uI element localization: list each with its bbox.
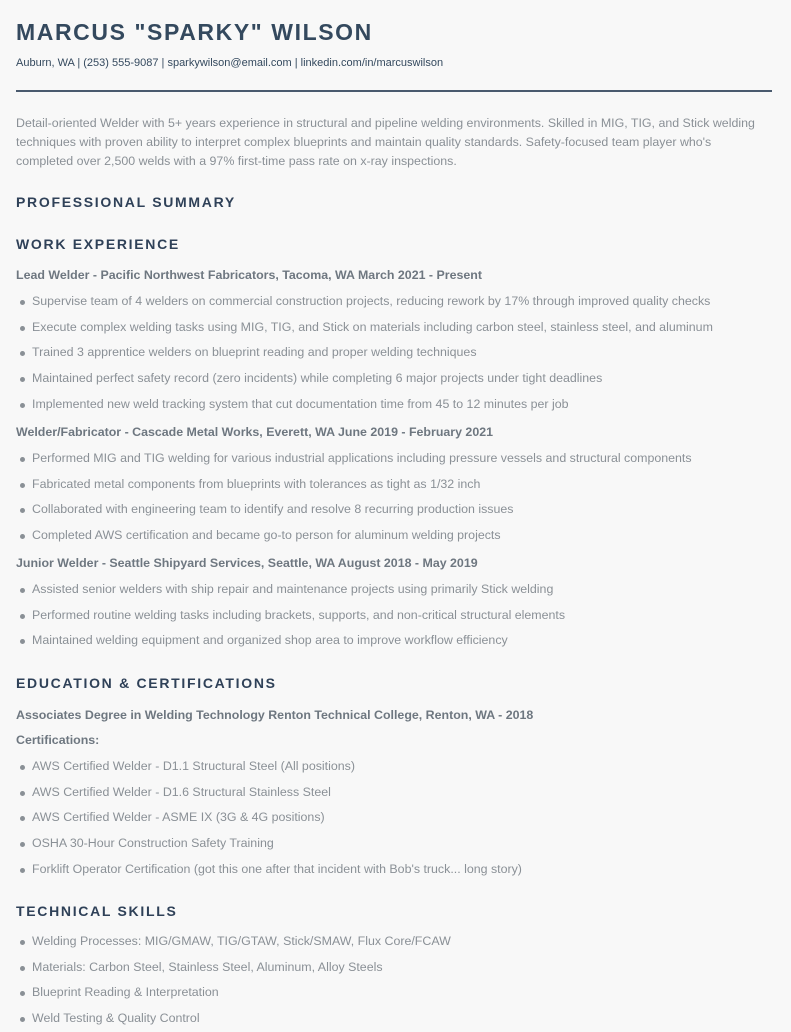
- job-title: Lead Welder - Pacific Northwest Fabricators, Tacoma, WA March 2021 - Present: [16, 268, 482, 282]
- job-title: Welder/Fabricator - Cascade Metal Works, Everett, WA June 2019 - February 2021: [16, 425, 493, 439]
- list-item: Welding Processes: MIG/GMAW, TIG/GTAW, Stick/SMAW, Flux Core/FCAW: [16, 929, 776, 955]
- job-bullets: [16, 289, 776, 418]
- certification-list: [16, 754, 776, 883]
- intro-paragraph: Detail-oriented Welder with 5+ years experience in structural and pipeline welding environments. Skilled in MIG, TIG, and Stick welding techniques with proven ability to interpret complex blueprints and maintain quality standards. Safety-focused team player who's completed over 2,500 welds with a 97% first-time pass rate on x-ray inspections.: [16, 116, 755, 169]
- list-item: AWS Certified Welder - D1.1 Structural Steel (All positions): [16, 754, 776, 780]
- list-item: Maintained perfect safety record (zero incidents) while completing 6 major projects under tight deadlines: [16, 366, 776, 392]
- list-item: Performed routine welding tasks including brackets, supports, and non-critical structural elements: [16, 603, 776, 629]
- section-title-education: EDUCATION & CERTIFICATIONS: [16, 675, 277, 691]
- list-item: Weld Testing & Quality Control: [16, 1006, 776, 1032]
- candidate-name: MARCUS "SPARKY" WILSON: [16, 19, 373, 45]
- list-item: Supervise team of 4 welders on commercial construction projects, reducing rework by 17% through improved quality checks: [16, 289, 776, 315]
- list-item: AWS Certified Welder - ASME IX (3G & 4G positions): [16, 805, 776, 831]
- list-item: Fabricated metal components from blueprints with tolerances as tight as 1/32 inch: [16, 472, 776, 498]
- job-bullets: [16, 577, 776, 654]
- list-item: AWS Certified Welder - D1.6 Structural Stainless Steel: [16, 780, 776, 806]
- certifications-heading: Certifications:: [16, 733, 100, 747]
- skills-list: [16, 929, 776, 1032]
- job-title: Junior Welder - Seattle Shipyard Services, Seattle, WA August 2018 - May 2019: [16, 556, 478, 570]
- list-item: Forklift Operator Certification (got this one after that incident with Bob's truck... long story): [16, 857, 776, 883]
- list-item: Implemented new weld tracking system that cut documentation time from 45 to 12 minutes per job: [16, 392, 776, 418]
- list-item: Collaborated with engineering team to identify and resolve 8 recurring production issues: [16, 497, 776, 523]
- list-item: Completed AWS certification and became go-to person for aluminum welding projects: [16, 523, 776, 549]
- list-item: Performed MIG and TIG welding for various industrial applications including pressure vessels and structural components: [16, 446, 776, 472]
- contact-info: Auburn, WA | (253) 555-9087 | sparkywilson@email.com | linkedin.com/in/marcuswilson: [16, 57, 444, 69]
- job-bullets: [16, 446, 776, 549]
- list-item: Trained 3 apprentice welders on blueprint reading and proper welding techniques: [16, 340, 776, 366]
- degree-line: Associates Degree in Welding Technology Renton Technical College, Renton, WA - 2018: [16, 708, 534, 722]
- section-title-technical-skills: TECHNICAL SKILLS: [16, 903, 178, 919]
- header-divider: [16, 90, 772, 92]
- list-item: OSHA 30-Hour Construction Safety Training: [16, 831, 776, 857]
- list-item: Blueprint Reading & Interpretation: [16, 980, 776, 1006]
- list-item: Execute complex welding tasks using MIG, TIG, and Stick on materials including carbon steel, stainless steel, and aluminum: [16, 315, 776, 341]
- section-title-work-experience: WORK EXPERIENCE: [16, 236, 180, 252]
- list-item: Assisted senior welders with ship repair and maintenance projects using primarily Stick welding: [16, 577, 776, 603]
- list-item: Materials: Carbon Steel, Stainless Steel, Aluminum, Alloy Steels: [16, 955, 776, 981]
- list-item: Maintained welding equipment and organized shop area to improve workflow efficiency: [16, 628, 776, 654]
- section-title-professional-summary: PROFESSIONAL SUMMARY: [16, 194, 236, 210]
